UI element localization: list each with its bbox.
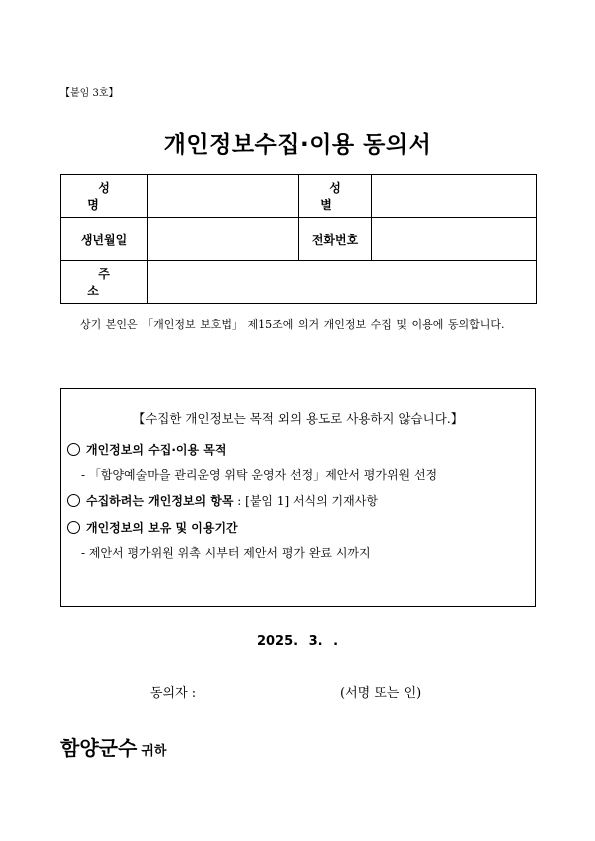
retention-item: [67, 519, 238, 536]
items-title: 수집하려는 개인정보의 항목: [86, 494, 234, 508]
recipient-name: 함양군수: [60, 736, 138, 760]
circle-bullet-icon: [67, 494, 80, 507]
items-detail: : [붙임 1] 서식의 기재사항: [233, 494, 378, 508]
document-title: 개인정보수집·이용 동의서: [163, 132, 432, 158]
birth-date-field[interactable]: [148, 218, 299, 261]
table-row: [61, 218, 537, 261]
signature-hint: (서명 또는 인): [340, 686, 422, 701]
items-item: [67, 492, 378, 509]
recipient: [60, 732, 166, 761]
personal-info-table: [60, 174, 537, 304]
circle-bullet-icon: [67, 521, 80, 534]
gender-label: 성 별: [320, 181, 359, 212]
address-label: 주 소: [87, 267, 132, 298]
gender-field[interactable]: [372, 175, 537, 218]
notice-box: [60, 388, 536, 607]
table-row: [61, 261, 537, 304]
retention-title: 개인정보의 보유 및 이용기간: [86, 521, 238, 535]
attachment-label: 【붙임 3호】: [60, 88, 119, 99]
purpose-detail: - 「함양예술마을 관리운영 위탁 운영자 선정」제안서 평가위원 선정: [81, 468, 438, 482]
notice-heading: 【수집한 개인정보는 목적 외의 용도로 사용하지 않습니다.】: [132, 411, 464, 426]
phone-label: 전화번호: [299, 218, 372, 261]
circle-bullet-icon: [67, 443, 80, 456]
purpose-title: 개인정보의 수집·이용 목적: [86, 443, 227, 457]
name-field[interactable]: [148, 175, 299, 218]
retention-detail: - 제안서 평가위원 위촉 시부터 제안서 평가 완료 시까지: [81, 546, 371, 560]
birth-date-label: 생년월일: [61, 218, 148, 261]
phone-field[interactable]: [372, 218, 537, 261]
recipient-suffix: 귀하: [141, 744, 167, 759]
name-label: 성 명: [87, 181, 132, 212]
consent-date: 2025. 3. .: [256, 634, 339, 649]
consent-statement: 상기 본인은 「개인정보 보호법」 제15조에 의거 개인정보 수집 및 이용에 동의합니다.: [80, 318, 505, 331]
signer-label: 동의자 :: [150, 686, 197, 701]
table-row: [61, 175, 537, 218]
purpose-item: [67, 441, 226, 458]
address-field[interactable]: [148, 261, 537, 304]
